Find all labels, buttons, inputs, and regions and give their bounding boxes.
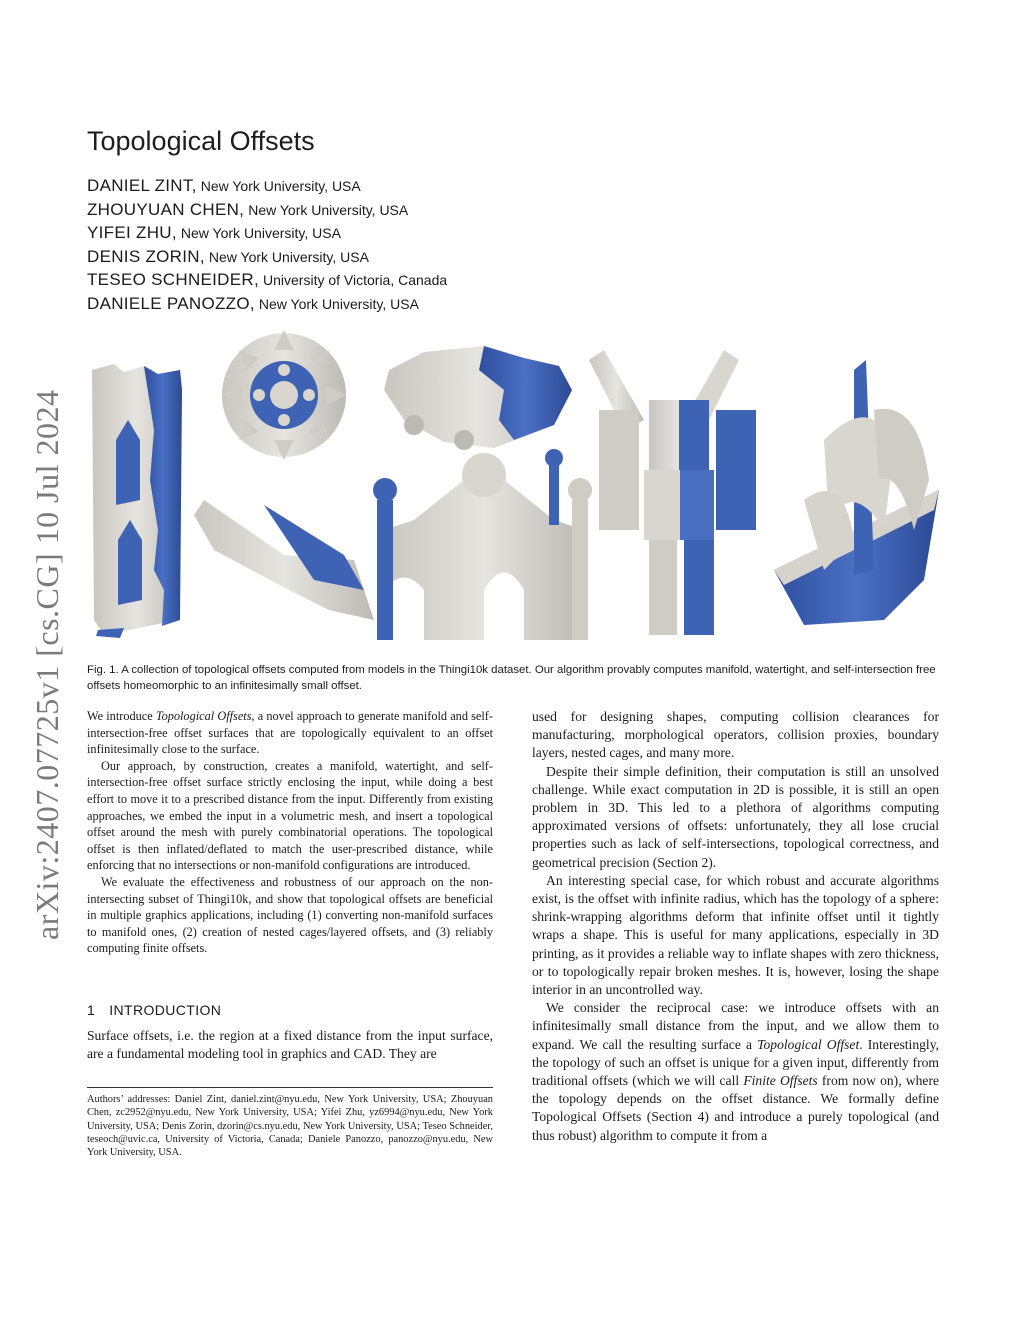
author-affiliation: New York University, USA (200, 178, 361, 194)
right-column (532, 708, 939, 1145)
body-emphasis: Finite Offsets (743, 1073, 818, 1089)
body-emphasis: Topological Offset (757, 1036, 860, 1052)
car-model (384, 346, 572, 450)
teaser-figure (84, 330, 944, 652)
section-title: INTRODUCTION (109, 1002, 222, 1018)
abstract-emphasis: Topological Offsets (155, 709, 252, 723)
footnote-rule (87, 1087, 493, 1088)
abstract-text: We introduce (87, 709, 156, 723)
author-list (87, 174, 447, 315)
body-paragraph: An interesting special case, for which robust and accurate algorithms exist, is the offset with infinite radius, which has the topology of a sphere: shrink-wrapping algorithms deform that infinite offset until it tightly wraps a shape. This is useful for many applications, especially in 3D printing, as it provides a reliable way to inflate shapes with zero thickness, or to topologically repair broken meshes. It is, however, losing the shape interior in an uncontrolled way. (532, 872, 939, 998)
abstract-text: , a novel approach to generate manifold and self-intersection-free offset surfaces that are topologically equivalent to an offset infinitesimally close to the surface. (87, 709, 493, 757)
author-entry (87, 292, 447, 316)
author-entry (87, 268, 447, 292)
author-name: ZHOUYUAN CHEN, (87, 199, 245, 219)
abstract-paragraph (87, 708, 493, 758)
gear-model (222, 330, 346, 460)
ship-model (774, 360, 939, 625)
authors-footnote: Authors’ addresses: Daniel Zint, daniel.zint@nyu.edu, New York University, USA; Zhouyuan Chen, zc2952@nyu.edu, New York University, USA; Yifei Zhu, yz6994@nyu.edu, New York University, USA; Denis Zorin, dzorin@cs.nyu.edu, New York University, USA; Teseo Schneider, teseoch@uvic.ca, University of Victoria, Canada; Daniele Panozzo, panozzo@nyu.edu, New York University, USA. (87, 1094, 493, 1159)
body-paragraph: Despite their simple definition, their computation is still an unsolved challenge. While exact computation in 2D is possible, it is still an open problem in 3D. This led to a plethora of algorithms computing approximated versions of offsets: unfortunately, they all lose crucial properties such as lack of self-intersections, topological correctness, and geometrical precision (Section 2). (532, 763, 939, 870)
author-affiliation: New York University, USA (180, 225, 341, 241)
body-text: We consider the reciprocal case: we introduce offsets with an infinitesimally small distance from the input, and we allow them to expand. We call the resulting surface a (532, 1000, 939, 1052)
body-text: from now on), where the topology depends on the offset distance. We formally define Topological Offsets (Section 4) and introduce a purely topological (and thus robust) algorithm to compute it from a (532, 1073, 939, 1143)
author-name: YIFEI ZHU, (87, 223, 177, 242)
palace-model (373, 449, 592, 640)
tower-model (92, 364, 182, 638)
author-name: DENIS ZORIN, (87, 246, 205, 266)
arxiv-stamp: arXiv:2407.07725v1 [cs.CG] 10 Jul 2024 (29, 389, 65, 940)
author-name: DANIEL ZINT, (87, 176, 197, 195)
abstract-paragraph: We evaluate the effectiveness and robustness of our approach on the non-intersecting subset of Thingi10k, and show that topological offsets are beneficial in multiple graphics applications, including (1) converting non-manifold surfaces to manifold ones, (2) creation of nested cages/layered offsets, and (3) reliably computing finite offsets. (87, 874, 493, 956)
author-name: TESEO SCHNEIDER, (87, 270, 259, 289)
section-heading (87, 1002, 235, 1018)
author-affiliation: New York University, USA (208, 248, 369, 265)
section-number: 1 (87, 1002, 96, 1018)
author-affiliation: New York University, USA (248, 201, 409, 218)
paper-title: Topological Offsets (87, 126, 315, 156)
robot-model (589, 350, 756, 635)
abstract-paragraph: Our approach, by construction, creates a manifold, watertight, and self-intersection-free offset surface strictly enclosing the input, while doing a best effort to move it to a prescribed distance from the input. Differently from existing approaches, we embed the input in a volumetric mesh, and insert a topological offset around the mesh with purely combinatorial operations. The topological offset is then inflated/deflated to match the user-prescribed distance, while enforcing that no intersections or non-manifold configurations are introduced. (87, 758, 493, 873)
author-entry (87, 198, 447, 222)
intro-paragraph: Surface offsets, i.e. the region at a fixed distance from the input surface, are a fundamental modeling tool in graphics and CAD. They are (87, 1028, 493, 1062)
author-affiliation: University of Victoria, Canada (263, 272, 448, 288)
author-affiliation: New York University, USA (258, 295, 419, 312)
author-name: DANIELE PANOZZO, (87, 293, 255, 313)
body-text: . Interestingly, the topology of such an offset is unique for a given input, differently from traditional offsets (which we will call (532, 1036, 940, 1089)
abstract (87, 708, 493, 957)
plane-model (194, 500, 374, 620)
body-paragraph: used for designing shapes, computing collision clearances for manufacturing, morphological operators, collision proxies, boundary layers, nested cages, and many more. (532, 709, 939, 761)
author-entry (87, 245, 447, 269)
author-entry (87, 174, 447, 198)
figure-caption: Fig. 1. A collection of topological offsets computed from models in the Thingi10k dataset. Our algorithm provably computes manifold, watertight, and self-intersection free offsets homeomorphic to an infinitesimally small offset. (87, 664, 936, 692)
body-paragraph (532, 999, 939, 1145)
author-entry (87, 221, 447, 245)
